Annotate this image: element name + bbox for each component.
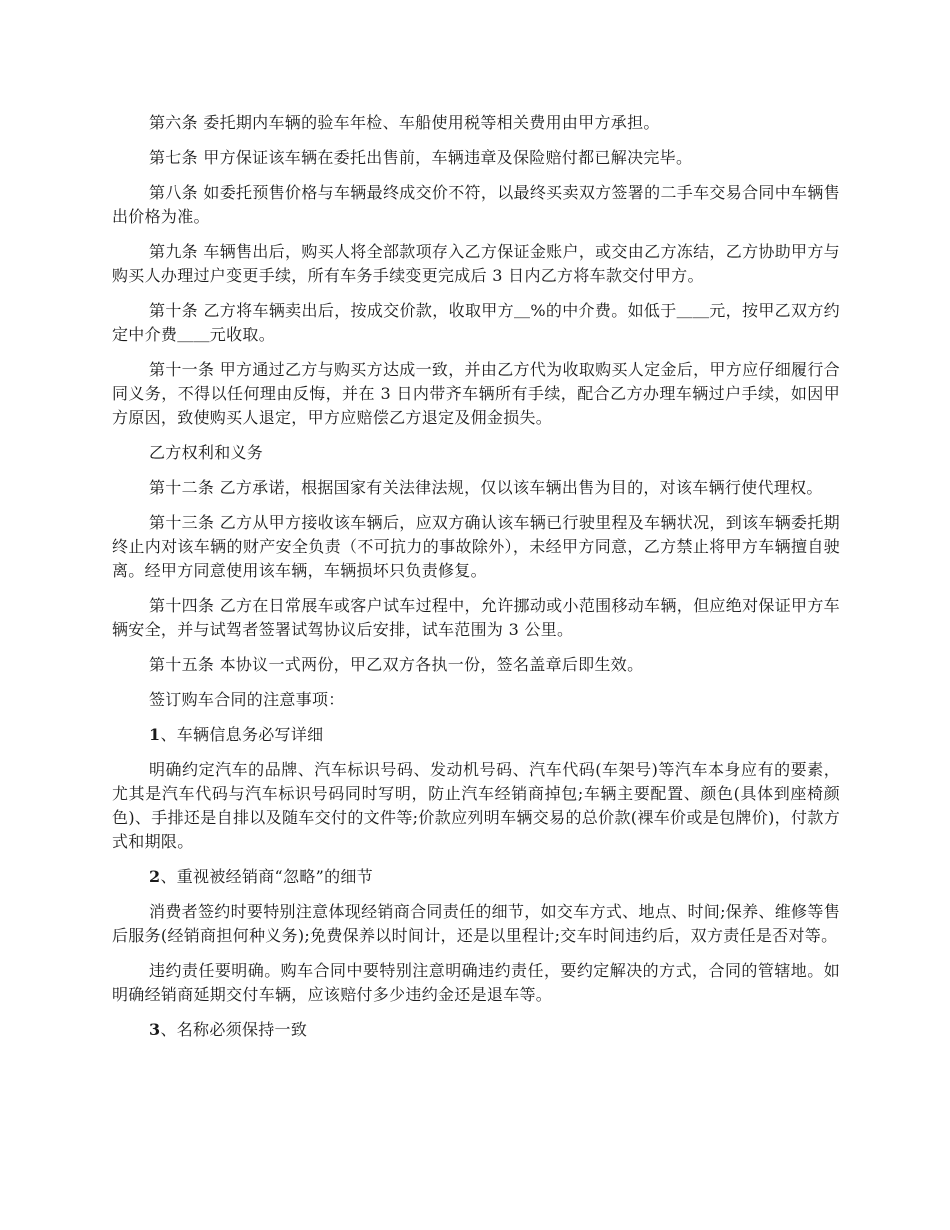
article-8: 第八条 如委托预售价格与车辆最终成交价不符，以最终买卖双方签署的二手车交易合同中车辆售出价格为准。 — [112, 183, 840, 226]
note-2-paragraph-2: 违约责任要明确。购车合同中要特别注意明确违约责任，要约定解决的方式，合同的管辖地。如明确经销商延期交付车辆，应该赔付多少违约金还是退车等。 — [112, 961, 840, 1004]
note-title-3: 、名称必须保持一致 — [160, 1020, 308, 1039]
note-heading-2 — [112, 865, 840, 889]
article-14: 第十四条 乙方在日常展车或客户试车过程中，允许挪动或小范围移动车辆，但应绝对保证甲方车辆安全，并与试驾者签署试驾协议后安排，试车范围为 3 公里。 — [112, 596, 840, 639]
article-11: 第十一条 甲方通过乙方与购买方达成一致，并由乙方代为收取购买人定金后，甲方应仔细履行合同义务，不得以任何理由反悔，并在 3 日内带齐车辆所有手续，配合乙方办理车辆过户手续，如因甲方原因，致使购买人退定，甲方应赔偿乙方退定及佣金损失。 — [112, 360, 840, 427]
note-number-3: 3 — [149, 1020, 161, 1039]
article-9: 第九条 车辆售出后，购买人将全部款项存入乙方保证金账户，或交由乙方冻结，乙方协助甲方与购买人办理过户变更手续，所有车务手续变更完成后 3 日内乙方将车款交付甲方。 — [112, 242, 840, 285]
note-1-paragraph-1: 明确约定汽车的品牌、汽车标识号码、发动机号码、汽车代码(车架号)等汽车本身应有的要素，尤其是汽车代码与汽车标识号码同时写明，防止汽车经销商掉包;车辆主要配置、颜色(具体到座椅颜色)、手排还是自排以及随车交付的文件等;价款应列明车辆交易的总价款(裸车价或是包牌价)，付款方式和期限。 — [112, 760, 840, 851]
article-10: 第十条 乙方将车辆卖出后，按成交价款，收取甲方＿%的中介费。如低于＿＿元，按甲乙双方约定中介费＿＿元收取。 — [112, 301, 840, 344]
note-heading-1 — [112, 723, 840, 747]
note-title-1: 、车辆信息务必写详细 — [160, 725, 324, 744]
article-12: 第十二条 乙方承诺，根据国家有关法律法规，仅以该车辆出售为目的，对该车辆行使代理权。 — [149, 478, 823, 497]
note-2-paragraph-1: 消费者签约时要特别注意体现经销商合同责任的细节，如交车方式、地点、时间;保养、维修等售后服务(经销商担何种义务);免费保养以时间计，还是以里程计;交车时间违约后，双方责任是否对等。 — [112, 902, 840, 945]
article-13: 第十三条 乙方从甲方接收该车辆后，应双方确认该车辆已行驶里程及车辆状况，到该车辆委托期终止内对该车辆的财产安全负责（不可抗力的事故除外），未经甲方同意，乙方禁止将甲方车辆擅自驶离。经甲方同意使用该车辆，车辆损坏只负责修复。 — [112, 513, 840, 580]
article-15: 第十五条 本协议一式两份，甲乙双方各执一份，签名盖章后即生效。 — [149, 655, 644, 674]
article-7: 第七条 甲方保证该车辆在委托出售前，车辆违章及保险赔付都已解决完毕。 — [149, 148, 693, 167]
notes-heading: 签订购车合同的注意事项： — [149, 690, 345, 709]
section-heading-party-b-rights: 乙方权利和义务 — [149, 443, 264, 462]
note-number-2: 2 — [149, 867, 161, 886]
note-title-2: 、重视被经销商“忽略”的细节 — [160, 867, 373, 886]
document-body — [112, 111, 840, 1053]
article-6: 第六条 委托期内车辆的验车年检、车船使用税等相关费用由甲方承担。 — [149, 113, 660, 132]
note-heading-3 — [112, 1018, 840, 1042]
note-number-1: 1 — [149, 725, 161, 744]
